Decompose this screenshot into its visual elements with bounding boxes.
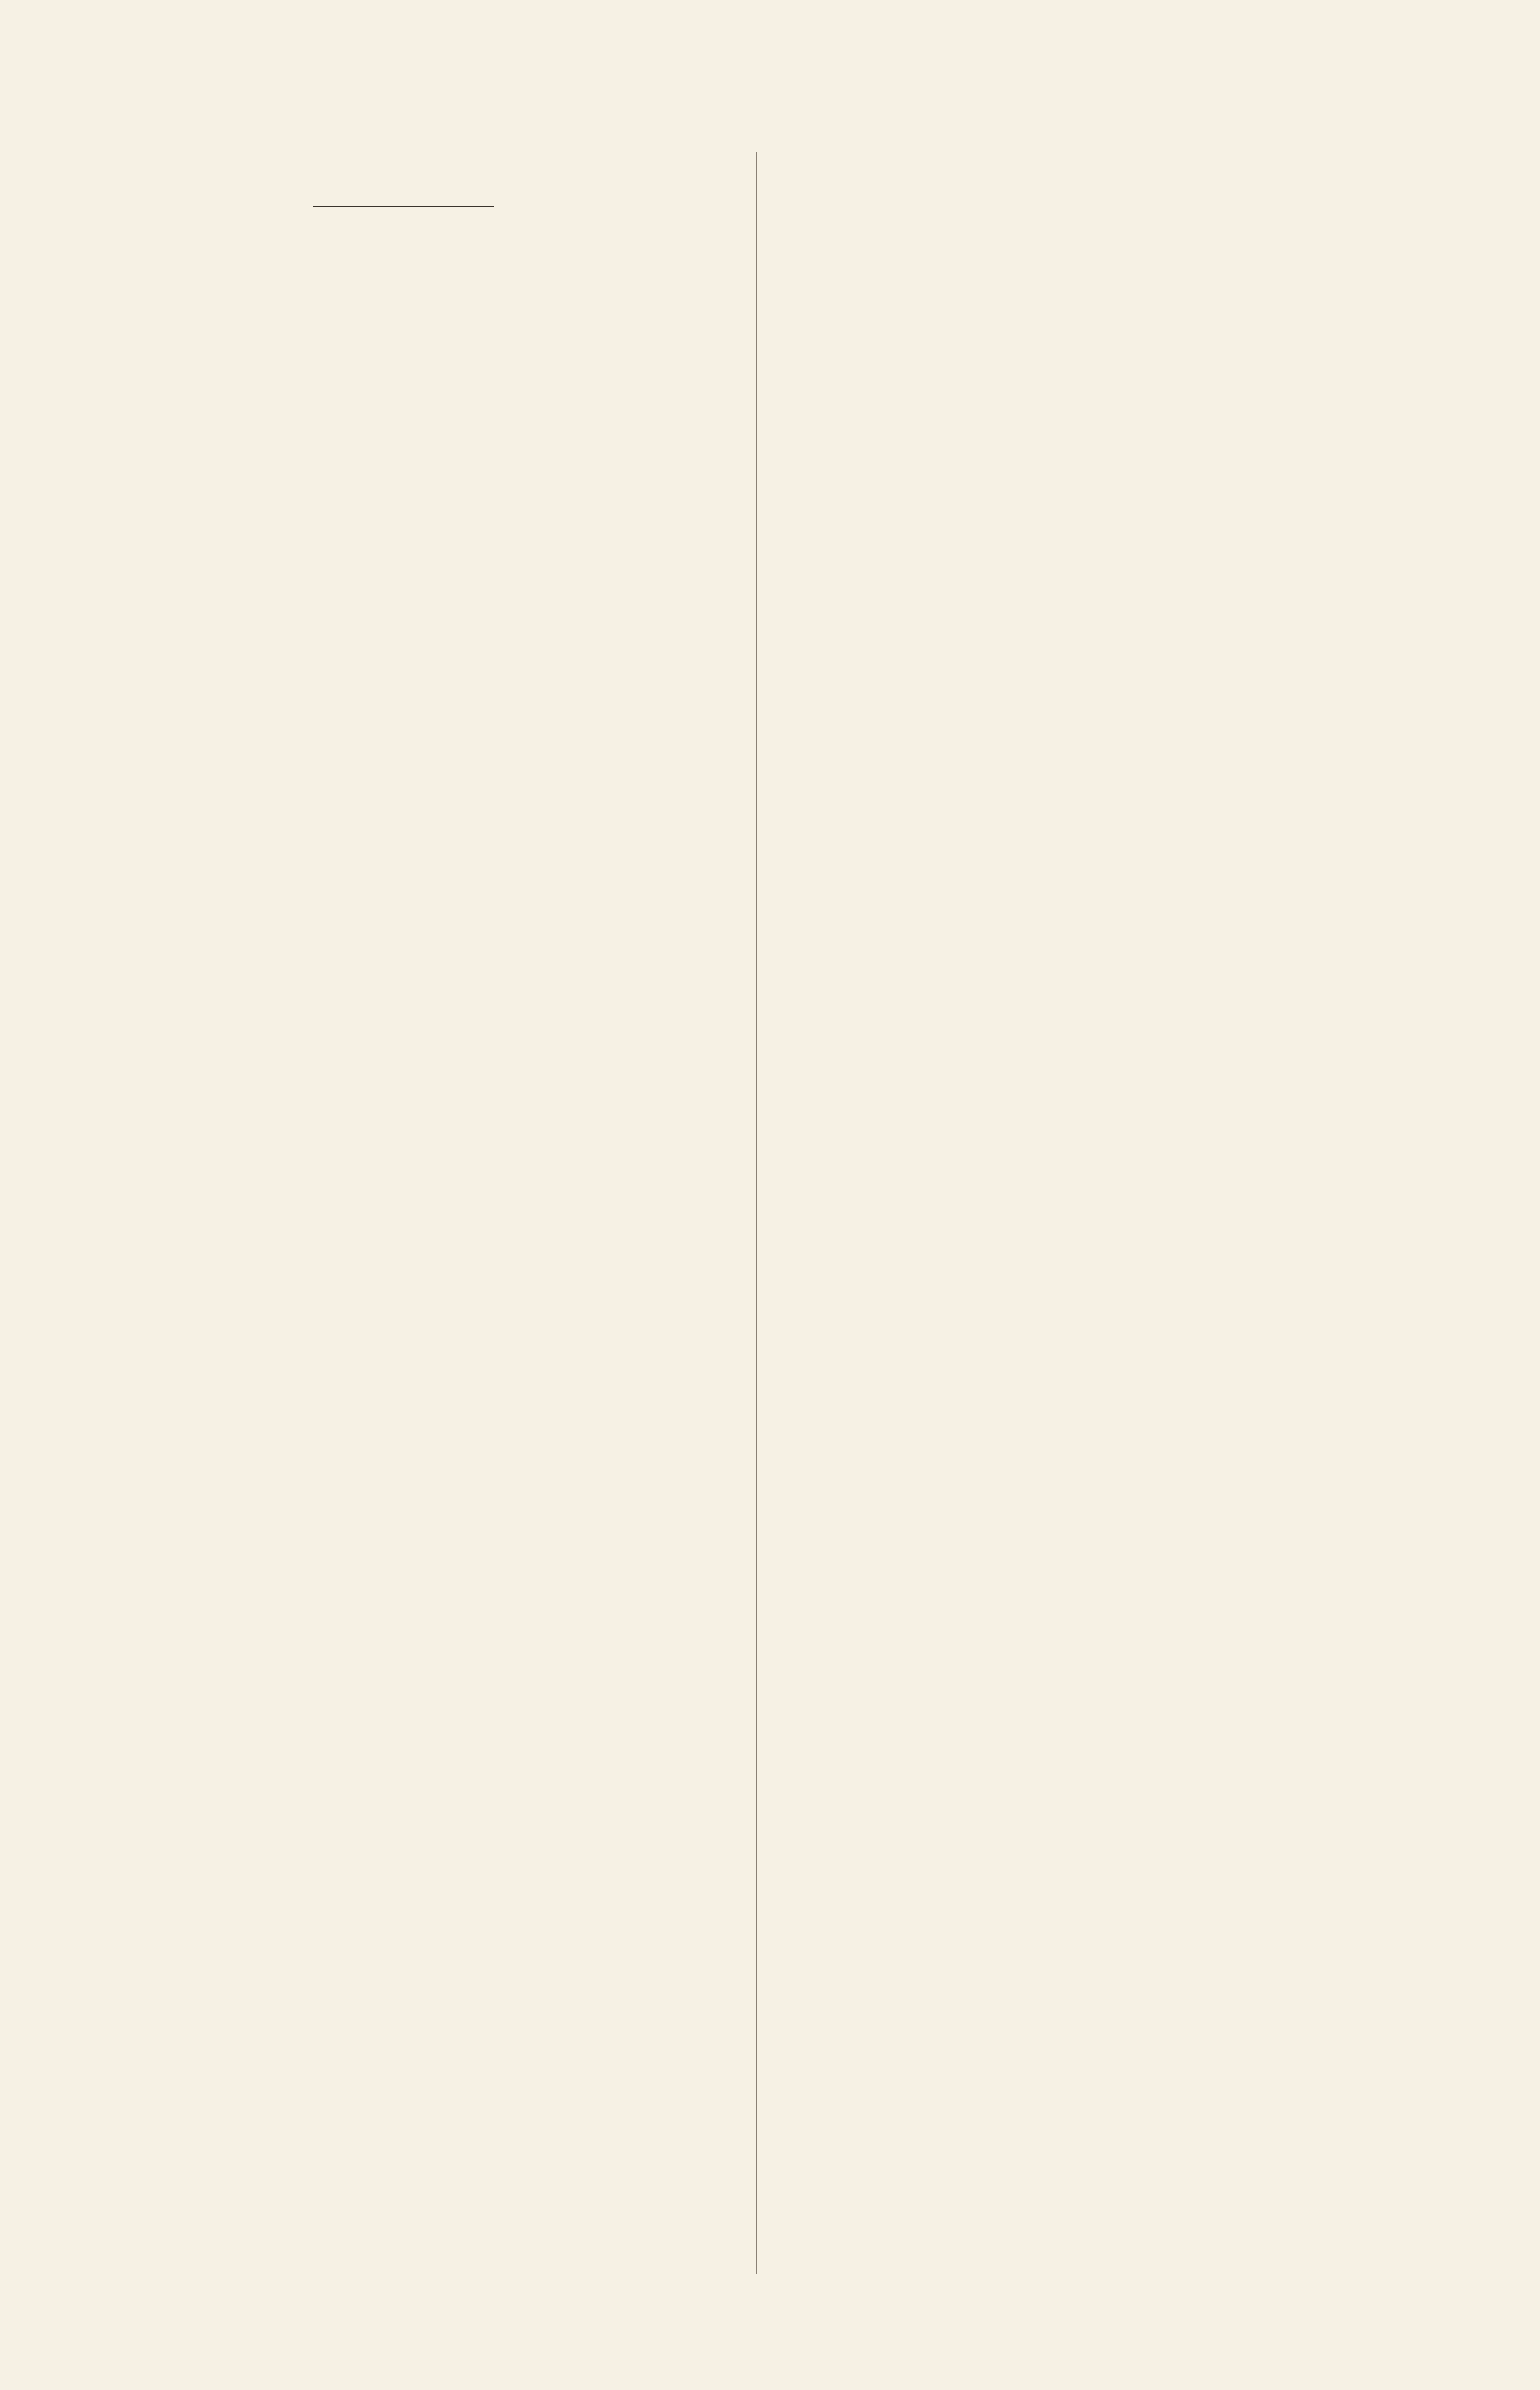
section-divider <box>313 206 494 207</box>
stage-direction <box>56 153 751 184</box>
scene-setting <box>56 326 751 362</box>
entrance-direction <box>56 362 751 398</box>
page-header <box>47 83 1482 128</box>
left-column <box>56 153 751 398</box>
column-rule <box>756 152 757 2274</box>
act-heading <box>56 232 751 272</box>
scene-heading <box>56 286 751 319</box>
